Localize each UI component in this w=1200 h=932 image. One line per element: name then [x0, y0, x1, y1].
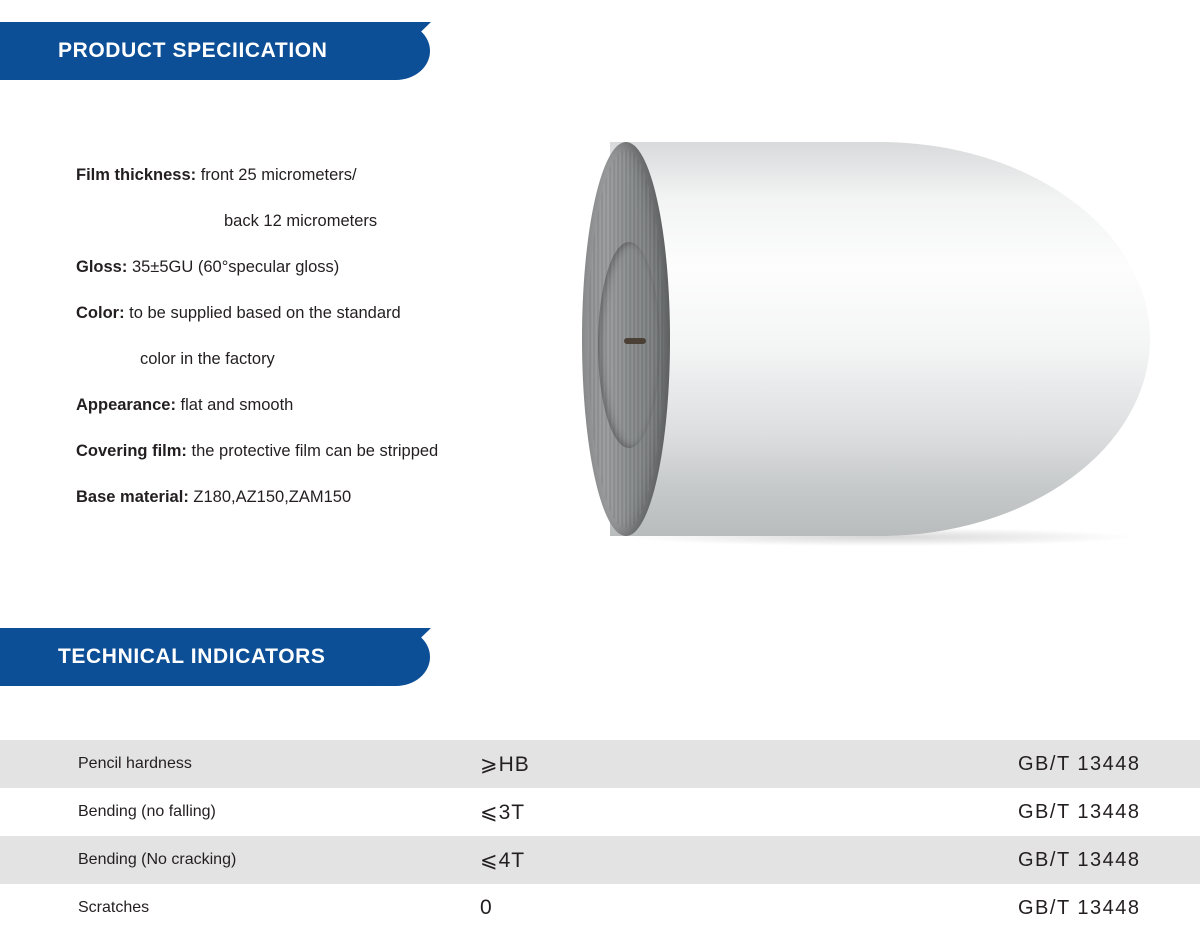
spec-label-gloss: Gloss:: [76, 258, 128, 276]
table-cell-item: Pencil hardness: [0, 740, 468, 788]
spec-row-color-cont: [76, 336, 576, 382]
table-row: [0, 788, 1200, 836]
spec-value-color: to be supplied based on the standard: [124, 304, 401, 322]
spec-value-gloss: 35±5GU (60°specular gloss): [127, 258, 340, 276]
product-specification-banner: [0, 22, 430, 80]
product-coil-image: [570, 140, 1160, 540]
spec-value-base-material: Z180,AZ150,ZAM150: [188, 488, 352, 506]
table-row: [0, 836, 1200, 884]
spec-label-covering-film: Covering film:: [76, 442, 187, 460]
table-cell-item: Bending (No cracking): [0, 836, 468, 884]
table-cell-item: Bending (no falling): [0, 788, 468, 836]
technical-indicators-table: [0, 740, 1200, 932]
spec-row-film-thickness-back: [76, 198, 576, 244]
table-cell-value: 0: [468, 884, 1010, 932]
table-cell-value: ⩾HB: [468, 740, 1010, 788]
spec-value-film-thickness-back: back 12 micrometers: [224, 212, 378, 230]
table-cell-standard: GB/T 13448: [1010, 740, 1200, 788]
spec-row-appearance: [76, 382, 576, 428]
spec-value-covering-film: the protective film can be stripped: [186, 442, 439, 460]
product-specification-title: PRODUCT SPECIICATION: [58, 39, 328, 62]
spec-row-color: [76, 290, 576, 336]
table-cell-standard: GB/T 13448: [1010, 836, 1200, 884]
coil-body: [610, 142, 1150, 536]
spec-label-appearance: Appearance:: [76, 396, 176, 414]
technical-indicators-banner: [0, 628, 430, 686]
spec-row-base-material: [76, 474, 576, 520]
table-row: [0, 740, 1200, 788]
table-cell-standard: GB/T 13448: [1010, 788, 1200, 836]
specification-list: [76, 152, 576, 520]
spec-row-covering-film: [76, 428, 576, 474]
table-cell-item: Scratches: [0, 884, 468, 932]
spec-row-film-thickness: [76, 152, 576, 198]
table-row: [0, 884, 1200, 932]
table-cell-value: ⩽4T: [468, 836, 1010, 884]
table-cell-value: ⩽3T: [468, 788, 1010, 836]
spec-label-film-thickness: Film thickness:: [76, 166, 197, 184]
spec-value-appearance: flat and smooth: [175, 396, 294, 414]
spec-label-color: Color:: [76, 304, 125, 322]
coil-core-hole: [598, 242, 660, 448]
table-cell-standard: GB/T 13448: [1010, 884, 1200, 932]
spec-value-color-cont: color in the factory: [140, 350, 275, 368]
spec-label-base-material: Base material:: [76, 488, 189, 506]
spec-value-film-thickness: front 25 micrometers/: [196, 166, 357, 184]
technical-indicators-title: TECHNICAL INDICATORS: [58, 645, 326, 668]
spec-row-gloss: [76, 244, 576, 290]
